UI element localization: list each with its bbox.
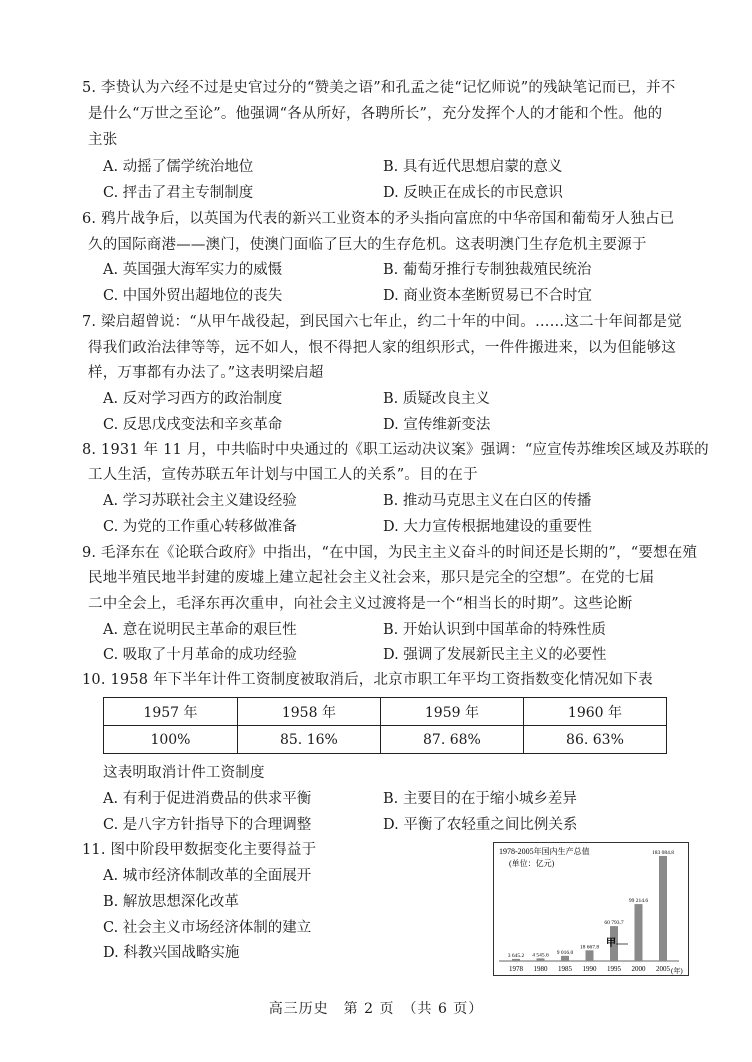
q10-option-c[interactable]: C. 是八字方针指导下的合理调整	[103, 817, 312, 833]
chart-value-label: 9 016.0	[556, 949, 574, 956]
q10-option-b[interactable]: B. 主要目的在于缩小城乡差异	[383, 791, 577, 807]
stage-jia-annotation: 甲	[606, 938, 616, 949]
q11-option-c[interactable]: C. 社会主义市场经济体制的建立	[103, 920, 312, 936]
q9-option-d[interactable]: D. 强调了发展新民主主义的必要性	[383, 647, 607, 663]
q5-stem-line-2: 是什么“万世之至论”。他强调“各从所好，各聘所长”，充分发挥个人的才能和个性。他的	[88, 106, 663, 122]
chart-tick-label: 1980	[533, 965, 548, 973]
q5-option-a[interactable]: A. 动摇了儒学统治地位	[103, 159, 254, 175]
q10-option-d[interactable]: D. 平衡了农轻重之间比例关系	[383, 817, 578, 833]
q7-stem-line-2: 得我们政治法律等等，远不如人，恨不得把人家的组织形式，一件件搬进来，以为但能够这	[88, 340, 676, 356]
chart-value-label: 18 667.8	[579, 944, 600, 951]
chart-value-label: 3 645.2	[507, 952, 525, 959]
q7-option-a[interactable]: A. 反对学习西方的政治制度	[103, 391, 283, 407]
table-cell: 85. 16%	[237, 726, 380, 754]
q6-option-c[interactable]: C. 中国外贸出超地位的丧失	[103, 288, 283, 304]
q10-option-a[interactable]: A. 有利于促进消费品的供求平衡	[103, 791, 312, 807]
q8-option-c[interactable]: C. 为党的工作重心转移做准备	[103, 519, 297, 535]
chart-tick-label: 2000	[631, 965, 646, 973]
x-axis-suffix: (年)	[671, 967, 683, 975]
q5-option-d[interactable]: D. 反映正在成长的市民意识	[383, 185, 563, 201]
q7-option-c[interactable]: C. 反思戊戌变法和辛亥革命	[103, 417, 283, 433]
chart-subtitle: (单位：亿元)	[509, 859, 555, 868]
q5-option-c[interactable]: C. 抨击了君主专制制度	[103, 185, 254, 201]
table-cell: 86. 63%	[523, 726, 666, 754]
gdp-bar-chart	[493, 842, 689, 976]
table-header-cell: 1958 年	[237, 698, 380, 726]
q7-option-d[interactable]: D. 宣传维新变法	[383, 417, 491, 433]
chart-bar-1978	[512, 959, 520, 961]
chart-value-label: 4 545.6	[532, 952, 549, 959]
q6-stem-line-2: 久的国际商港——澳门，使澳门面临了巨大的生存危机。这表明澳门生存危机主要源于	[88, 237, 647, 253]
q8-option-a[interactable]: A. 学习苏联社会主义建设经验	[103, 493, 297, 509]
q8-option-b[interactable]: B. 推动马克思主义在白区的传播	[383, 493, 592, 509]
table-cell: 87. 68%	[380, 726, 523, 754]
chart-value-label: 60 793.7	[604, 920, 624, 927]
q11-stem-line-1: 11. 图中阶段甲数据变化主要得益于	[82, 842, 317, 858]
q6-stem-line-1: 6. 鸦片战争后，以英国为代表的新兴工业资本的矛头指向富庶的中华帝国和葡萄牙人独占已	[82, 211, 675, 227]
chart-tick-label: 1985	[558, 965, 572, 973]
table-header-cell: 1959 年	[380, 698, 523, 726]
chart-bar-2000	[635, 904, 643, 961]
table-header-row	[104, 698, 667, 726]
chart-bar-1990	[586, 950, 594, 961]
table-row	[104, 726, 667, 754]
q9-stem-line-1: 9. 毛泽东在《论联合政府》中指出，“在中国，为民主主义奋斗的时间还是长期的”，“要想在殖	[82, 545, 698, 561]
q9-stem-line-3: 二中全会上，毛泽东再次重申，向社会主义过渡将是一个“相当长的时期”。这些论断	[88, 596, 633, 612]
chart-value-label: 183 084.8	[652, 849, 674, 856]
table-header-cell: 1960 年	[523, 698, 666, 726]
wage-index-table	[103, 697, 667, 754]
chart-bar-2005	[659, 856, 667, 961]
table-cell: 100%	[104, 726, 238, 754]
q7-stem-line-3: 样，万事都有办法了。”这表明梁启超	[88, 365, 324, 381]
q5-stem-line-1: 5. 李贽认为六经不过是史官过分的“赞美之语”和孔孟之徒“记忆师说”的残缺笔记而已，并不	[82, 80, 676, 96]
q8-stem-line-1: 8. 1931 年 11 月，中共临时中央通过的《职工运动决议案》强调：“应宣传苏维埃区域及苏联的	[82, 442, 709, 458]
q6-option-a[interactable]: A. 英国强大海军实力的威慑	[103, 262, 283, 278]
q11-option-d[interactable]: D. 科教兴国战略实施	[103, 945, 240, 961]
chart-title: 1978-2005年国内生产总值	[499, 847, 590, 856]
q10-after-text: 这表明取消计件工资制度	[103, 765, 265, 781]
q9-option-c[interactable]: C. 吸取了十月革命的成功经验	[103, 647, 297, 663]
chart-value-label: 99 214.6	[628, 898, 649, 905]
q6-option-b[interactable]: B. 葡萄牙推行专制独裁殖民统治	[383, 262, 592, 278]
chart-tick-label: 1990	[582, 965, 597, 973]
q9-stem-line-2: 民地半殖民地半封建的废墟上建立起社会主义社会来，那只是完全的空想”。在党的七届	[88, 570, 655, 586]
table-header-cell: 1957 年	[104, 698, 238, 726]
q11-option-a[interactable]: A. 城市经济体制改革的全面展开	[103, 868, 312, 884]
q9-option-b[interactable]: B. 开始认识到中国革命的特殊性质	[383, 622, 606, 638]
chart-tick-label: 1995	[607, 965, 621, 973]
q10-stem-line-1: 10. 1958 年下半年计件工资制度被取消后，北京市职工年平均工资指数变化情况如下表	[82, 672, 653, 688]
q7-option-b[interactable]: B. 质疑改良主义	[383, 391, 490, 407]
page-footer: 高三历史 第 2 页 （共 6 页）	[268, 1001, 484, 1017]
chart-bar-1980	[537, 958, 545, 961]
chart-tick-label: 2005	[656, 965, 670, 973]
chart-tick-label: 1978	[509, 965, 523, 973]
q8-option-d[interactable]: D. 大力宣传根据地建设的重要性	[383, 519, 592, 535]
q5-option-b[interactable]: B. 具有近代思想启蒙的意义	[383, 159, 563, 175]
q7-stem-line-1: 7. 梁启超曾说：“从甲午战役起，到民国六七年止，约二十年的中间。……这二十年间都是觉	[82, 314, 682, 330]
q5-stem-line-3: 主张	[88, 132, 118, 148]
q11-option-b[interactable]: B. 解放思想深化改革	[103, 894, 239, 910]
chart-bar-1985	[561, 956, 569, 961]
q6-option-d[interactable]: D. 商业资本垄断贸易已不合时宜	[383, 288, 592, 304]
q8-stem-line-2: 工人生活，宣传苏联五年计划与中国工人的关系”。目的在于	[88, 467, 478, 483]
q9-option-a[interactable]: A. 意在说明民主革命的艰巨性	[103, 622, 297, 638]
